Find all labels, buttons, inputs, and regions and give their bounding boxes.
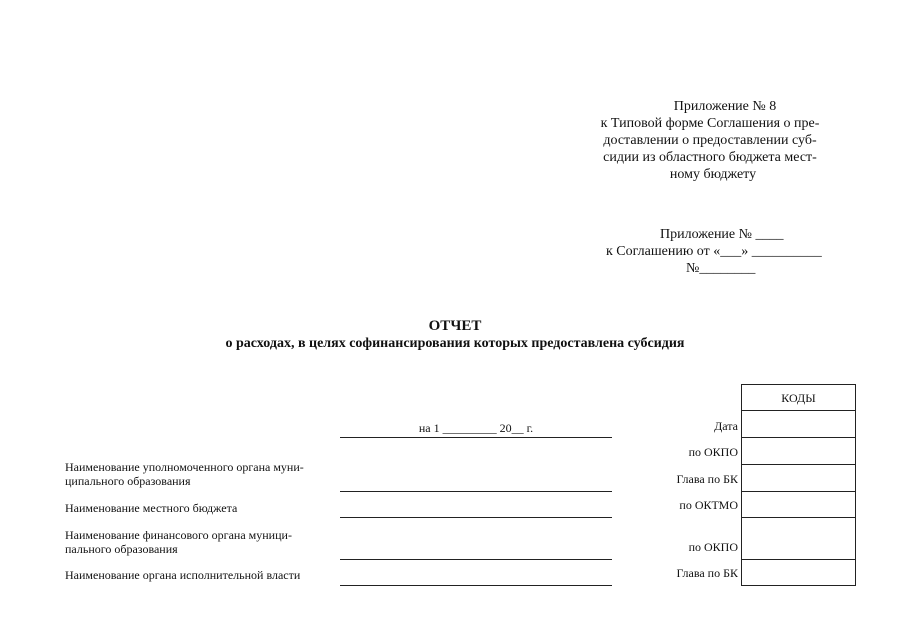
code-label-bk-chapter: Глава по БК <box>676 472 738 486</box>
codes-row-divider <box>741 410 856 411</box>
field-line-local-budget <box>340 517 612 518</box>
codes-table <box>741 384 856 586</box>
field-line-authorized-body <box>340 491 612 492</box>
appendix-8-title: Приложение № 8 <box>673 99 777 114</box>
code-label-oktmo: по ОКТМО <box>679 498 738 512</box>
codes-row-divider <box>741 517 856 518</box>
field-label-executive-body: Наименование органа исполнительной власти <box>65 568 301 582</box>
field-label-financial-body: Наименование финансового органа муници- пального образования <box>65 528 292 556</box>
codes-row-divider <box>741 464 856 465</box>
field-label-local-budget: Наименование местного бюджета <box>65 501 238 515</box>
code-label-date: Дата <box>714 419 738 433</box>
code-label-bk-chapter-2: Глава по БК <box>676 566 738 580</box>
appendix-8-line: доставлении о предоставлении суб- <box>603 133 817 148</box>
code-label-okpo-2: по ОКПО <box>688 540 738 554</box>
code-label-okpo: по ОКПО <box>688 445 738 459</box>
date-underline <box>340 437 612 438</box>
field-line-executive-body <box>340 585 612 586</box>
agreement-appendix-number: Приложение № ____ <box>660 227 784 242</box>
report-subtitle: о расходах, в целях софинансирования которых предоставлена субсидия <box>225 336 685 351</box>
codes-row-divider <box>741 437 856 438</box>
appendix-8-line: ному бюджету <box>669 167 757 182</box>
appendix-8-line: к Типовой форме Соглашения о пре- <box>600 116 820 131</box>
report-title: ОТЧЕТ <box>428 318 482 334</box>
codes-row-divider <box>741 491 856 492</box>
field-line-financial-body <box>340 559 612 560</box>
appendix-8-block <box>560 98 860 183</box>
codes-header: КОДЫ <box>781 391 816 405</box>
field-label-authorized-body: Наименование уполномоченного органа муни- ципального образования <box>65 460 304 488</box>
agreement-date: к Соглашению от «___» __________ <box>606 244 822 259</box>
report-date-line: на 1 _________ 20__ г. <box>418 421 534 435</box>
agreement-number: №________ <box>686 261 756 276</box>
agreement-appendix-block <box>590 226 870 277</box>
codes-row-divider <box>741 559 856 560</box>
appendix-8-line: сидии из областного бюджета мест- <box>603 150 817 165</box>
